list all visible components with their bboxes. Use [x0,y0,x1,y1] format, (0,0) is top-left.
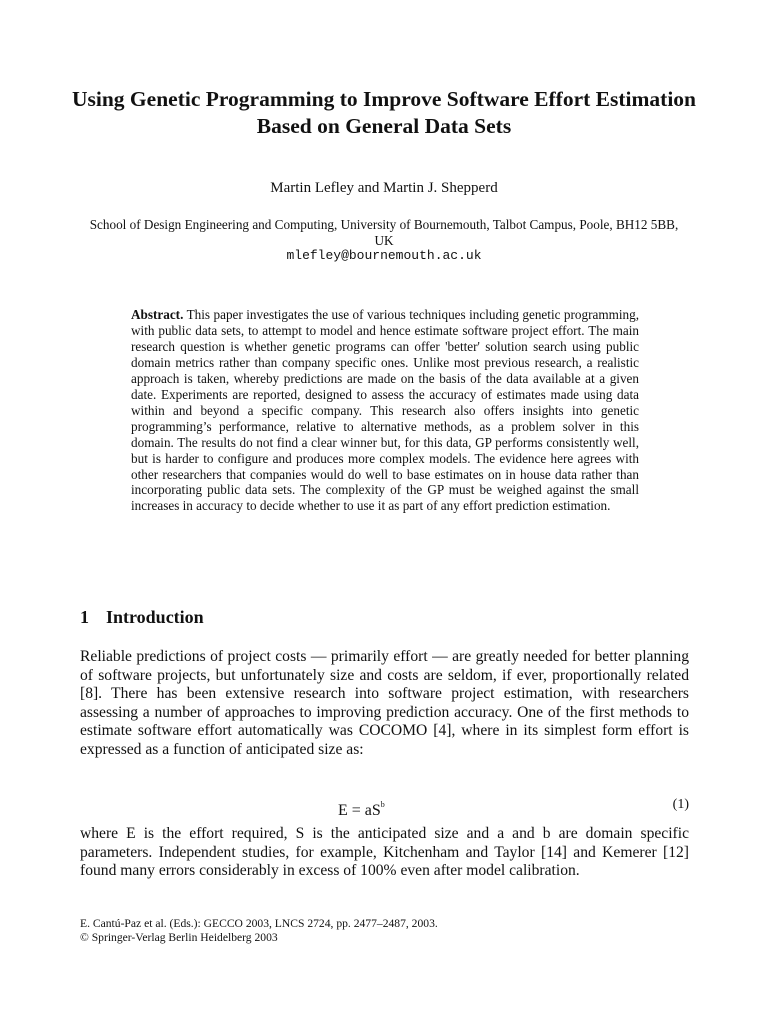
page-footer [80,917,689,945]
equation-exponent: b [380,800,385,809]
section-heading-introduction [80,606,204,628]
paper-authors: Martin Lefley and Martin J. Shepperd [270,180,498,196]
author-affiliation: School of Design Engineering and Computing, University of Bournemouth, Talbot Campus, Poole, BH12 5BB, UK [89,217,679,248]
equation-formula [338,795,385,821]
equation-lhs: E = aS [338,802,381,819]
equation-number: (1) [672,797,689,812]
paper-title: Using Genetic Programming to Improve Software Effort Estimation Based on General Data Sets [71,87,696,138]
abstract-label: Abstract. [131,307,184,322]
author-email: mlefley@bournemouth.ac.uk [286,248,482,263]
section-title: Introduction [106,607,204,627]
abstract [131,307,639,514]
footer-copyright: © Springer-Verlag Berlin Heidelberg 2003 [80,931,278,944]
abstract-text: This paper investigates the use of various techniques including genetic programming, with public data sets, to attempt to model and hence estimate software project effort. The main research question is whether genetic programs can offer 'better' solution search using public domain metrics rather than company specific ones. Unlike most previous research, a realistic approach is taken, whereby predictions are made on the basis of the data available at a given date. Experiments are reported, designed to assess the accuracy of estimates made using data within and beyond a specific company. This research also offers insights into genetic programming’s performance, relative to alternative methods, as a problem solver in this domain. The results do not find a clear winner but, for this data, GP performs consistently well, but is harder to configure and produces more complex models. The evidence here agrees with other researchers that companies would do well to base estimates on in house data rather than incorporating public data sets. The complexity of the GP must be weighed against the small increases in accuracy to decide whether to use it as part of any effort prediction estimation. [131,307,639,514]
footer-citation: E. Cantú-Paz et al. (Eds.): GECCO 2003, LNCS 2724, pp. 2477–2487, 2003. [80,917,438,930]
intro-paragraph-2: where E is the effort required, S is the anticipated size and a and b are domain specific parameters. Independent studies, for example, Kitchenham and Taylor [14] and Kemerer [12] found many errors considerably in excess of 100% even after model calibration. [80,825,689,879]
section-number: 1 [80,607,89,627]
intro-paragraph-1: Reliable predictions of project costs — primarily effort — are greatly needed for better planning of software projects, but unfortunately size and costs are seldom, if ever, proportionally related [8]. There has been extensive research into software project estimation, with researchers assessing a number of approaches to improving prediction accuracy. One of the first methods to estimate software effort automatically was COCOMO [4], where in its simplest form effort is expressed as a function of anticipated size as: [80,648,689,758]
